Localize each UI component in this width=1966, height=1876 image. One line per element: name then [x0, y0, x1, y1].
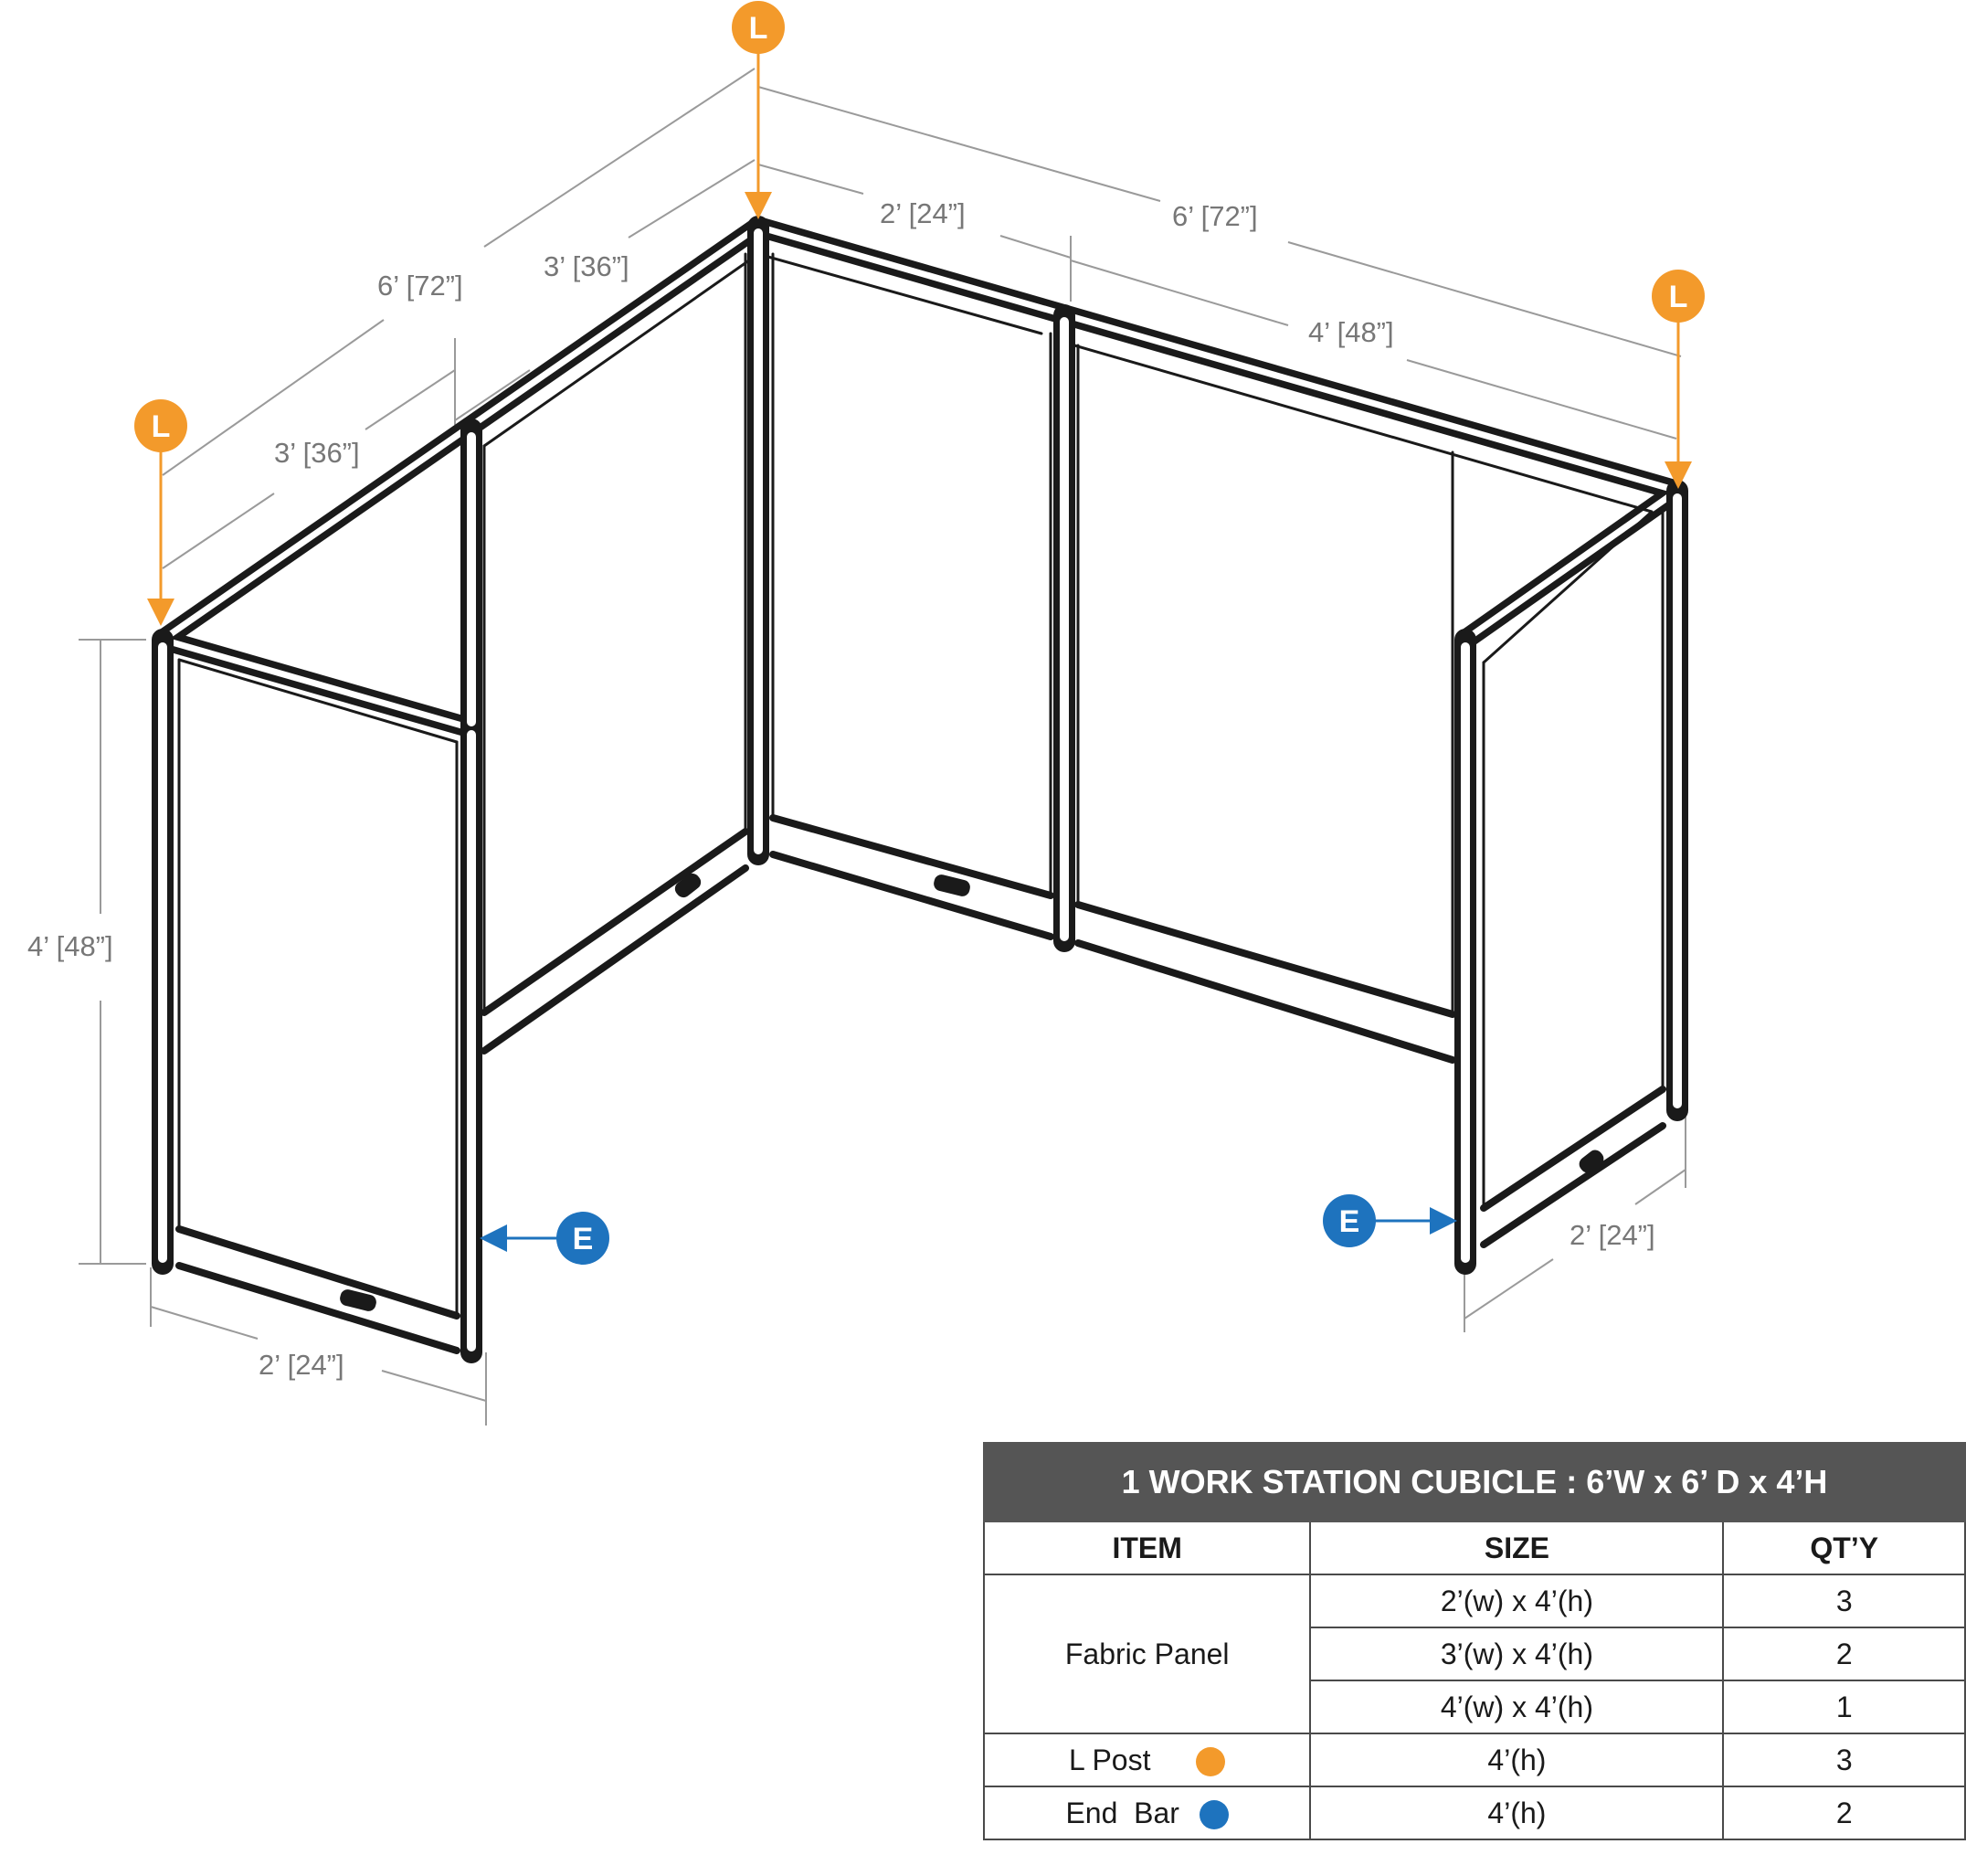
qty-cell: 3 — [1723, 1574, 1965, 1627]
fabric-panel-label: Fabric Panel — [984, 1574, 1310, 1733]
size-cell: 4’(h) — [1310, 1786, 1723, 1839]
e-badge-right: E — [1338, 1204, 1360, 1239]
dim-left-inner-upper: 3’ [36”] — [544, 250, 629, 282]
dim-front-right: 2’ [24”] — [1570, 1219, 1655, 1251]
dim-left-inner-lower: 3’ [36”] — [274, 437, 360, 469]
size-cell: 4’(h) — [1310, 1733, 1723, 1786]
size-cell: 4’(w) x 4’(h) — [1310, 1680, 1723, 1733]
header-size: SIZE — [1310, 1521, 1723, 1574]
end-bar-item — [984, 1786, 1310, 1839]
l-badge-right: L — [1668, 280, 1688, 314]
orange-dot-icon — [1196, 1747, 1225, 1776]
l-post-label: L Post — [1068, 1743, 1151, 1776]
size-cell: 3’(w) x 4’(h) — [1310, 1627, 1723, 1680]
qty-cell: 3 — [1723, 1733, 1965, 1786]
dim-back-overall: 6’ [72”] — [1172, 200, 1258, 232]
dimension-labels — [27, 197, 1655, 1381]
dim-back-small: 2’ [24”] — [880, 197, 966, 229]
table-row — [984, 1574, 1965, 1627]
table-title: 1 WORK STATION CUBICLE : 6’W x 6’ D x 4’H — [984, 1443, 1965, 1521]
end-bar-callouts — [493, 1194, 1443, 1265]
l-badge-left: L — [151, 409, 171, 444]
qty-cell: 2 — [1723, 1786, 1965, 1839]
qty-cell: 1 — [1723, 1680, 1965, 1733]
l-post-item — [984, 1733, 1310, 1786]
l-badge-back: L — [748, 11, 768, 46]
cubicle-frame — [163, 227, 1677, 1352]
dim-back-large: 4’ [48”] — [1308, 316, 1394, 348]
e-badge-left: E — [572, 1222, 594, 1256]
blue-dot-icon — [1200, 1800, 1229, 1829]
qty-cell: 2 — [1723, 1627, 1965, 1680]
table-row — [984, 1733, 1965, 1786]
table-row — [984, 1786, 1965, 1839]
dim-front-left: 2’ [24”] — [259, 1349, 344, 1381]
l-post-callouts — [134, 1, 1705, 612]
header-item: ITEM — [984, 1521, 1310, 1574]
header-qty: QT’Y — [1723, 1521, 1965, 1574]
size-cell: 2’(w) x 4’(h) — [1310, 1574, 1723, 1627]
dim-left-overall: 6’ [72”] — [377, 270, 463, 302]
spec-table — [983, 1442, 1966, 1840]
end-bar-label: End Bar — [1065, 1796, 1179, 1829]
dim-height: 4’ [48”] — [27, 930, 113, 962]
